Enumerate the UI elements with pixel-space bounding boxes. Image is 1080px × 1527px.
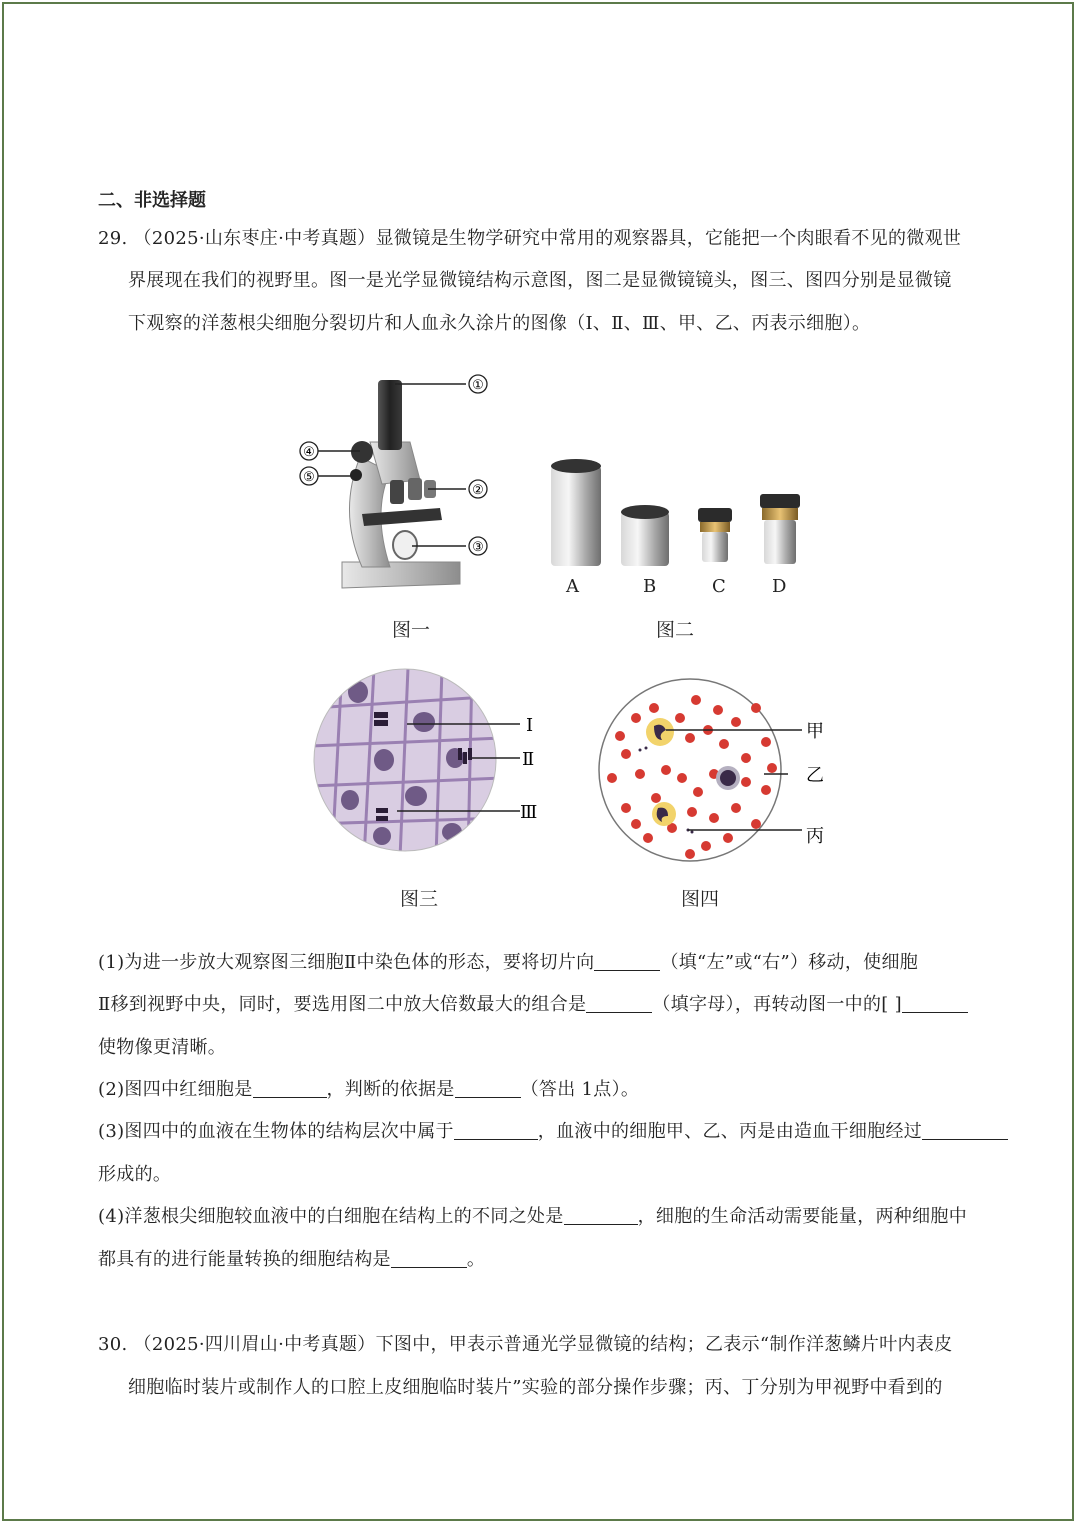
figure4-caption: 图四 [681, 888, 720, 910]
q29-sub4-line2: 都具有的进行能量转换的细胞结构是 。 [98, 1249, 486, 1270]
lens-b [621, 512, 669, 566]
mirror [393, 531, 417, 559]
q29-sub4-line1: (4)洋葱根尖细胞较血液中的白细胞在结构上的不同之处是 ，细胞的生命活动需要能量，两种细胞中 [98, 1206, 968, 1227]
answer-blank-4b[interactable] [391, 1249, 467, 1268]
label-1: ① [472, 378, 484, 393]
figure4-blood-smear [596, 678, 836, 868]
lens-label-c: C [712, 576, 726, 597]
answer-blank-4a[interactable] [564, 1206, 638, 1225]
q29-sub2-line: (2)图四中红细胞是 ，判断的依据是 （答出 1点）。 [98, 1079, 640, 1100]
answer-blank-1b[interactable] [586, 994, 652, 1013]
objective-lens [390, 480, 404, 504]
objective-lens [408, 478, 422, 500]
q29-stem-line3: 下观察的洋葱根尖细胞分裂切片和人血永久涂片的图像（Ⅰ、Ⅱ、Ⅲ、甲、乙、丙表示细胞）。 [128, 313, 871, 334]
microscope-base [342, 562, 460, 588]
lens-label-a: A [566, 576, 579, 597]
answer-blank-2a[interactable] [253, 1079, 327, 1098]
q29-sub3-line1: (3)图四中的血液在生物体的结构层次中属于 ，血液中的细胞甲、乙、丙是由造血干细胞经过 [98, 1117, 1008, 1143]
lens-label-d: D [772, 576, 787, 597]
figure2-lenses [545, 456, 815, 576]
section-title: 二、非选择题 [98, 190, 206, 211]
q29-stem-line2: 界展现在我们的视野里。图一是光学显微镜结构示意图，图二是显微镜镜头，图三、图四分别是显微镜 [128, 270, 952, 291]
label-cell-yi: 乙 [806, 765, 824, 786]
q29-sub1-line1: (1)为进一步放大观察图三细胞Ⅱ中染色体的形态，要将切片向 （填“左”或“右”）移动，使细胞 [98, 952, 919, 973]
lens-c [698, 508, 732, 522]
answer-blank-3b[interactable] [922, 1121, 1008, 1140]
fine-focus-knob [350, 469, 362, 481]
answer-blank-3a[interactable] [454, 1121, 538, 1140]
q29-stem-line1: 29. （2025·山东枣庄·中考真题）显微镜是生物学研究中常用的观察器具，它能把一个肉眼看不见的微观世 [98, 228, 962, 249]
figure2-caption: 图二 [656, 619, 695, 641]
label-5: ⑤ [303, 470, 315, 485]
label-cell-i: Ⅰ [526, 715, 534, 736]
q30-stem-line1: 30. （2025·四川眉山·中考真题）下图中，甲表示普通光学显微镜的结构；乙表示“制作洋葱鳞片叶内表皮 [98, 1334, 953, 1355]
label-3: ③ [472, 540, 484, 555]
answer-blank-2b[interactable] [455, 1079, 521, 1098]
figure1-caption: 图一 [392, 619, 431, 641]
figure1-microscope [290, 362, 500, 602]
q29-sub1-line2: Ⅱ移到视野中央，同时，要选用图二中放大倍数最大的组合是 （填字母），再转动图一中的[ ] [98, 990, 968, 1016]
figure3-onion-cells [312, 668, 552, 858]
eyepiece [378, 380, 402, 450]
label-cell-jia: 甲 [806, 721, 824, 742]
label-cell-iii: Ⅲ [520, 802, 538, 823]
q29-sub1-line3: 使物像更清晰。 [98, 1037, 227, 1058]
label-cell-ii: Ⅱ [522, 749, 535, 770]
figure3-caption: 图三 [400, 888, 439, 910]
coarse-focus-knob [351, 441, 373, 463]
answer-blank-1a[interactable] [594, 952, 660, 971]
lens-d [760, 494, 800, 508]
label-4: ④ [303, 445, 315, 460]
lens-a [551, 466, 601, 566]
answer-blank-1c[interactable] [902, 994, 968, 1013]
label-2: ② [472, 483, 484, 498]
q30-stem-line2: 细胞临时装片或制作人的口腔上皮细胞临时装片”实验的部分操作步骤；丙、丁分别为甲视野中看到的 [128, 1377, 943, 1398]
q29-sub3-line2: 形成的。 [98, 1164, 172, 1185]
lens-label-b: B [643, 576, 657, 597]
label-cell-bing: 丙 [806, 826, 824, 847]
